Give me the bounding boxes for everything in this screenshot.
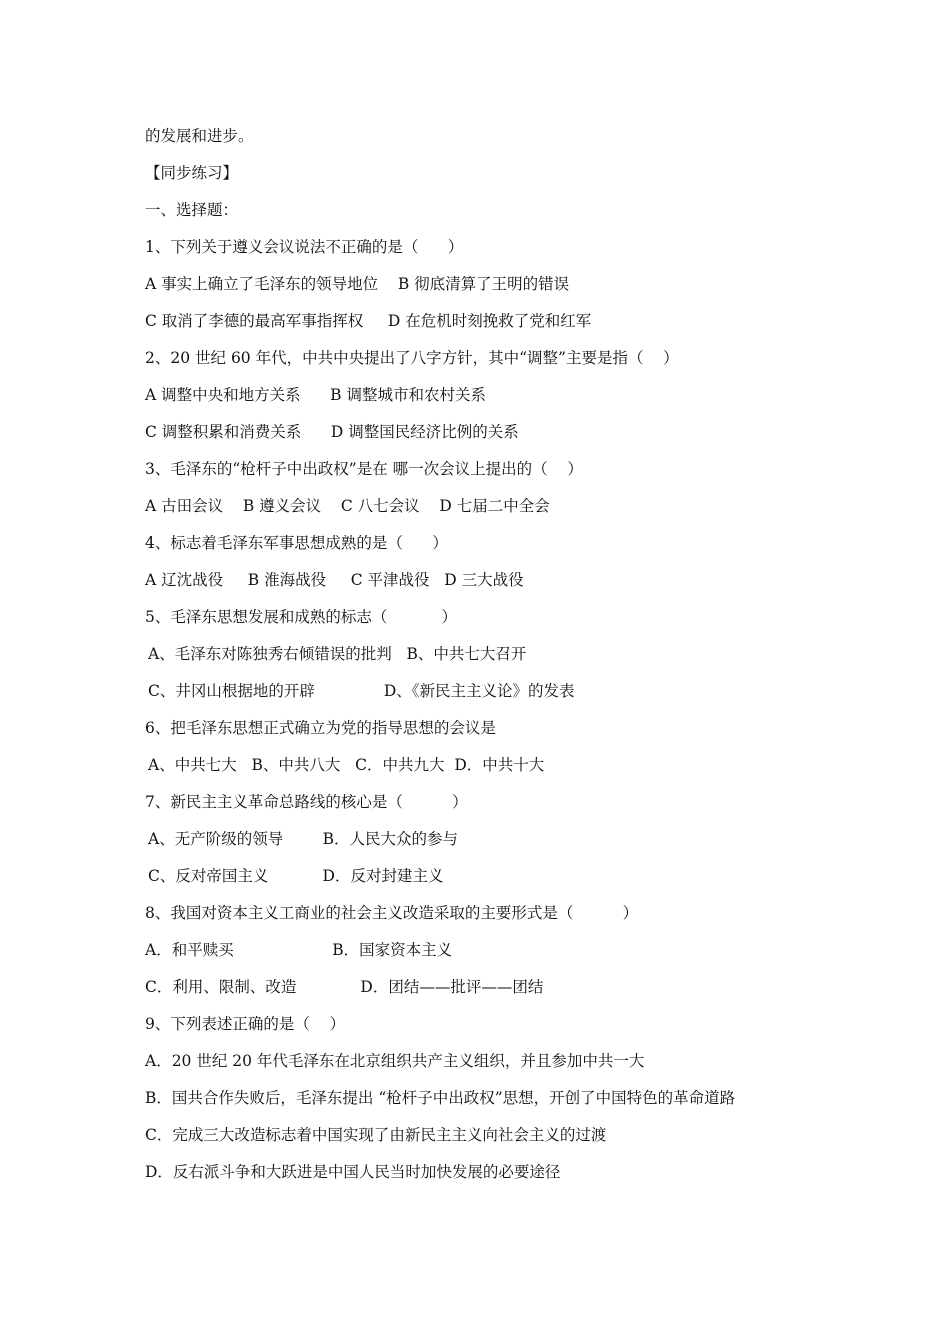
question-6-options: A、中共七大 B、中共八大 C．中共九大 D．中共十大 [148, 756, 545, 774]
question-7: 7、新民主主义革命总路线的核心是（ ） [145, 793, 468, 811]
question-9-option-d: D．反右派斗争和大跃进是中国人民当时加快发展的必要途径 [145, 1163, 561, 1181]
question-5-options-ab: A、毛泽东对陈独秀右倾错误的批判 B、中共七大召开 [148, 645, 527, 663]
question-4-options: A 辽沈战役 B 淮海战役 C 平津战役 D 三大战役 [145, 571, 524, 589]
question-7-options-ab: A、无产阶级的领导 B．人民大众的参与 [148, 830, 459, 848]
question-3-options: A 古田会议 B 遵义会议 C 八七会议 D 七届二中全会 [145, 497, 550, 515]
paragraph-continuation: 的发展和进步。 [145, 127, 254, 145]
question-9-option-a: A．20 世纪 20 年代毛泽东在北京组织共产主义组织，并且参加中共一大 [145, 1052, 645, 1070]
question-5-options-cd: C、井冈山根据地的开辟 D、《新民主主义论》的发表 [148, 682, 575, 700]
question-1: 1、下列关于遵义会议说法不正确的是（ ） [145, 238, 464, 256]
question-6: 6、把毛泽东思想正式确立为党的指导思想的会议是 [145, 719, 496, 737]
section-heading: 【同步练习】 [145, 164, 239, 182]
question-8-options-ab: A．和平赎买 B．国家资本主义 [145, 941, 453, 959]
question-9-option-c: C．完成三大改造标志着中国实现了由新民主主义向社会主义的过渡 [145, 1126, 607, 1144]
question-7-options-cd: C、反对帝国主义 D．反对封建主义 [148, 867, 444, 885]
question-2-options-ab: A 调整中央和地方关系 B 调整城市和农村关系 [145, 386, 487, 404]
question-5: 5、毛泽东思想发展和成熟的标志（ ） [145, 608, 458, 626]
question-4: 4、标志着毛泽东军事思想成熟的是（ ） [145, 534, 448, 552]
question-9-option-b: B．国共合作失败后，毛泽东提出 “枪杆子中出政权”思想，开创了中国特色的革命道路 [145, 1089, 736, 1107]
question-2-options-cd: C 调整积累和消费关系 D 调整国民经济比例的关系 [145, 423, 519, 441]
question-1-options-ab: A 事实上确立了毛泽东的领导地位 B 彻底清算了王明的错误 [145, 275, 570, 293]
question-1-options-cd: C 取消了李德的最高军事指挥权 D 在危机时刻挽救了党和红军 [145, 312, 592, 330]
subsection-heading: 一、选择题： [145, 201, 239, 219]
question-2: 2、20 世纪 60 年代，中共中央提出了八字方针，其中“调整”主要是指（ ） [145, 349, 679, 367]
question-9: 9、下列表述正确的是（ ） [145, 1015, 346, 1033]
question-8: 8、我国对资本主义工商业的社会主义改造采取的主要形式是（ ） [145, 904, 639, 922]
question-8-options-cd: C．利用、限制、改造 D．团结——批评——团结 [145, 978, 544, 996]
question-3: 3、毛泽东的“枪杆子中出政权”是在 哪一次会议上提出的（ ） [145, 460, 583, 478]
